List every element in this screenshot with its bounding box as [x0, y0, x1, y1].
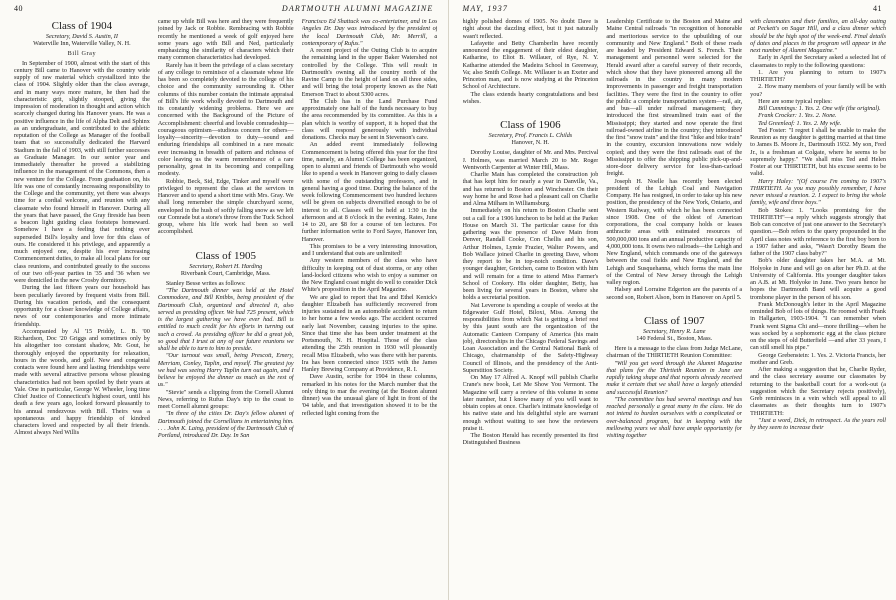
- paragraph: Any western members of the class who have difficulty in keeping out of dust storms, or any other land-locked citizens who wish to enjoy a summer on the New England coast might do well to consider Dick White's proposition in the April Magazine.: [301, 257, 438, 294]
- left-columns: [14, 18, 438, 596]
- paragraph: Immediately on his return to Boston Charlie sent out a call for a 1906 luncheon to be held at the Parker House on March 31. The particular cause for this gathering was the presence of Dave Main from Denver, Randall Cooke, Con Chellis and his son, Arthur Holmes, Lymie Frazier, Walter Powers, and Bob Wallace joined Charlie in greeting Dave, whom they report to be in top-notch condition. Dave's younger daughter, Gretchen, came to Boston with him and will remain for a time to attend Miss Farmer's School of Cookery. His older daughter, Betty, has been living for several years in Boston, where she holds a secretarial position.: [462, 207, 599, 302]
- left-page-header: [14, 4, 434, 16]
- reply-paragraph: Frank Crocker: 1. Yes. 2. None.: [758, 112, 837, 120]
- paragraph: An added event immediately following Commencement is being offered this year for the first time, namely, an Alumni College has been organized, open to alumni and friends of Dartmouth who would like to spend a week in Hanover going to daily classes with some of the outstanding professors, and in general having a good time. During the balance of the week following Commencement two hundred lectures will be given on subjects diversified enough to be of interest to all. Classes will be held at 1:30 in the afternoon and at 8 o'clock in the evening. Rates, June 14 to 20, are $8 for a course of ten lectures. For further information write to Ford Sayre, Hanover Inn, Hanover.: [301, 141, 438, 243]
- reply-paragraph: Harry Haley: "(Of course I'm coming to 1907's THIRTIETH. As you may possibly remember, I have never missed a reunion. 2. I expect to bring the whole family, wife and three boys.": [750, 177, 886, 207]
- quoted-paragraph: with classmates and their families, an all-day outing at Peckett's on Sugar Hill, and a class dinner which should be the high spot of the week-end. Final details of dates and places in the program will appear in the next number of Alumni Magazine.": [750, 18, 886, 54]
- paragraph: The class extends hearty congratulations and best wishes.: [462, 90, 599, 105]
- class-1906-secretary: Secretary, Prof. Francis L. Childs: [488, 132, 573, 139]
- paragraph: Bob's older daughter takes her M.A. at Mt. Holyoke in June and will go on after her Ph.D. at the University of California. His younger daughter takes an A.B. at Mt. Holyoke in June. Two years hence he hopes the Dartmouth Band will acquire a good trombone player in the person of his son.: [750, 257, 886, 301]
- paragraph: Here is a message to the class from Judge McLane, chairman of the THIRTIETH Reunion Committee:: [606, 345, 743, 360]
- paragraph: Nat Leverone is spending a couple of weeks at the Edgewater Gulf Hotel, Biloxi, Miss. Among the responsibilities from which Nat is getting a brief rest by this jaunt south are the organization of the Automatic Canteen Company of America (his main job), directorships in the Chicago Federal Savings and Loan Association and the Central National Bank of Chicago, chairmanship of the Safety-Highway Council of Illinois, and the presidency of the Anti-Superstition Society.: [462, 301, 599, 374]
- paragraph: highly polished domes of 1905. No doubt Dave is right about the dazzling effect, but it just naturally wasn't reflected.: [462, 18, 599, 40]
- class-1905-heading: [158, 250, 294, 277]
- quoted-paragraph: "In three of the cities Dr. Day's fellow alumni of Dartmouth joined the Cornellians in entertaining him. . . . John K. Laing, president of the Dartmouth Club of Portland, introduced Dr. Day. In San: [157, 410, 294, 440]
- right-column-1: [463, 18, 599, 596]
- right-columns: [463, 18, 887, 596]
- class-1907-secretary: Secretary, Henry R. Lane: [642, 327, 706, 335]
- paragraph: During the last fifteen years our household has been peculiarly favored by frequent visits from Bill. During his vacation periods, and the consequent opportunity for a closer knowledge of College affairs, news of our contemporaries and more intimate friendship.: [14, 284, 150, 328]
- paragraph: 1. Are you planning to return to 1907's THIRTIETH?: [750, 68, 886, 83]
- right-page: [449, 0, 896, 600]
- left-column-2: [158, 18, 294, 596]
- paragraph: After making a suggestion that he, Charlie Ryder, and the class secretary assume our classmates by returning to the basketball court for a work-out (a suggestion which the Secretary rejects positively), Greb reminisces in a vein which will appeal to all classmates as their thoughts turn to 1907's THIRTIETH:: [750, 366, 886, 417]
- quoted-paragraph: "The committee has had several meetings and has reached personally a great many in the class. We do not intend to burden ourselves with a complicated or over-balanced program, but in keeping with the mellowing years we shall have ample opportunity for visiting together: [606, 395, 743, 440]
- quoted-paragraph: "Will you get word through the Alumni Magazine that plans for the Thirtieth Reunion in June are rapidly taking shape and that reports already received make it certain that we shall have a largely attended and successful Reunion?: [606, 359, 743, 396]
- paragraph: Here are some typical replies:: [758, 97, 833, 105]
- class-1904-secretary: Secretary, David S. Austin, II: [45, 33, 118, 40]
- left-column-1: [14, 18, 150, 596]
- class-1904-title: Class of 1904: [51, 20, 113, 32]
- right-running-title: MAY, 1937: [462, 4, 509, 13]
- right-column-3: [750, 18, 886, 596]
- paragraph: Early in April the Secretary asked a selected list of classmates to reply to the following questions:: [750, 54, 886, 69]
- paragraph: Stanley Besse writes as follows:: [165, 279, 246, 287]
- paragraph: Robbie, Beck, Sid, Edge, Tinker and myself were privileged to represent the class at the services in Hanover and to spend a short time with Mrs. Gray. We shall long remember the simple churchyard scene, enveloped in the hush of softly falling snow as we left our Comrade but a stone's throw from the Tuck School group, where his life work had been so well accomplished.: [157, 177, 294, 236]
- paragraph: The Boston Herald has recently presented its first Distinguished Business: [462, 432, 599, 447]
- quoted-paragraph: "Our turnout was small, being Prescott, Emery, Merriam, Conley, Taplin, and myself. The greatest joy we had was seeing Harry Taplin turn out again, and I believe he enjoyed the dinner as much as the rest of us.": [157, 352, 294, 389]
- paragraph: George Grebenstein: 1. Yes. 2. Victoria Francis, her mother and Greb.: [750, 351, 886, 366]
- reply-paragraph: Ted Greenleaf: 1. Yes. 2. My wife.: [758, 119, 842, 127]
- left-page-number: 40: [14, 4, 23, 13]
- paragraph: "Stevie" sends a clipping from the Cornell Alumni News, referring to Rufus Day's trip to the coast to meet Cornell alumni groups:: [157, 388, 294, 411]
- class-1907-heading: [606, 315, 742, 342]
- class-1906-heading: [463, 119, 599, 146]
- class-1905-title: Class of 1905: [195, 249, 256, 262]
- paragraph: Lafayette and Betty Chamberlin have recently announced the engagement of their eldest daughter, Katharine, to Eliot B. Willauer, of Rye, N. Y. Katharine attended the Madeira School in Greenway, Va; also Smith College. Mr. Willauer is an Exeter and Princeton man, and is now studying at the Princeton School of Architecture.: [462, 39, 599, 91]
- paragraph: came up while Bill was here and they were frequently joined by Jack or Robbie. Rembracing with Robbie recently he mentioned a week of golf enjoyed here some years ago with Bill and Ned, particularly emphasizing the similarity of characters which their many common characteristics had developed.: [157, 18, 294, 62]
- right-column-2: [606, 18, 742, 596]
- obituary-heading: Bill Gray: [67, 50, 97, 58]
- paragraph: Frank McDonough's letter in the April Magazine reminded Bob of lots of things. He roomed with Frank in Hallgarten, 1903-1904. "I can remember when Frank went Sigma Chi and—more thrilling—when he was socked by a sophomoric egg at the class picture on the steps of old Butterfield —and after 33 years, I can still smell his pipe.": [750, 300, 886, 352]
- paragraph: Ted Foster: "I regret I shall be unable to make the Reunion as my daughter is getting married at that time to James B. Moore Jr., Dartmouth 1932. My son, Fred Jr., is a freshman at Colgate, where he seems to be supremely happy." "We shall miss Ted and Helen Foster at our THIRTIETH, but his excuse seems to be valid.: [750, 126, 886, 178]
- paragraph: On May 17 Alfred A. Knopf will publish Charlie Crane's new book, Let Me Show You Vermont. The Magazine will carry a review of this volume in some later number, but I know many of you will want to obtain copies at once. Charlie's intimate knowledge of his native state and his delightful style are warrant enough without waiting to see how the reviewers praise it.: [462, 374, 599, 432]
- paragraph: 2. How many members of your family will be with you?: [750, 83, 886, 98]
- paragraph: Bob Stokes: 1. "Looks promising for the THIRTIETH"—a reply which suggests strongly that Bob can conceive of just one answer to the Secretary's question.—Bob refers to the query propounded in the April class notes with reference to the first boy born to a 1907 father and asks, "Wasn't Dorothy Beam the father of the 1907 class baby?": [750, 206, 886, 257]
- paragraph: Accompanied by Al '15 Priddy, L. B. '00 Richardson, Doc '20 Griggs and sometimes only by his altogether too constant shadow, Mr. Gout, he thoroughly enjoyed the opportunity for relaxation, hours in the woods, and golf. New and congenial contacts were found here and lasting friendships were made with several attractive persons whose pleasing characteristics had not been spoiled by their years at Yale. One in particular, George W. Wheeler, long time Chief Justice of Connecticut's highest court, until his death a few years ago, looked forward pleasantly to his annual rendezvous with Bill. Theirs was a spontaneous and happy friendship of kindred characters loved and respected by all their friends. Almost always Ned Willis: [14, 327, 150, 437]
- paragraph: Charlie Main has completed the construction job that has kept him for nearly a year in Danville, Va., and has returned to Boston and Winchester. On their way home he and Rose had a pleasant call on Charlie and Alma Milham in Williamsburg.: [462, 171, 599, 208]
- class-1905-secretary: Secretary, Robert H. Harding: [189, 262, 263, 270]
- paragraph: This promises to be a very interesting innovation, and I understand that outs are unlimited!: [301, 242, 438, 257]
- class-1905-address: Riverbank Court, Cambridge, Mass.: [180, 269, 271, 277]
- paragraph: A recent project of the Outing Club is to acquire the remaining land in the upper Baker Watershed not controlled by the College. This will result in Dartmouth's owning all the country north of the Ravine Camp to the height of land on all three sides, and will bring the total property known as the Natt Emerson Tract to about 5300 acres.: [301, 47, 438, 98]
- left-column-3: [302, 18, 438, 596]
- paragraph: We are glad to report that Ira and Ethel Kenick's daughter Elizabeth has sufficiently recovered from injuries sustained in an automobile accident to return to her home a few weeks ago. The accident occurred early last November, causing injuries to the spine. Since that time she has been under treatment at the Portsmouth, N. H. Hospital. Those of the class attending the 25th reunion in 1930 will pleasantly recall Miss Elizabeth, who was there with her parents. Ira has been connected since 1935 with the James Hanley Brewing Company at Providence, R. I.: [301, 293, 438, 373]
- quoted-paragraph: Francisco Ed Shattuck was co-entertainer, and in Los Angeles Dr. Day was introduced by the president of the local Dartmouth Club, Mr. Merrill, a contemporary of Rufus.": [301, 18, 438, 47]
- class-1906-address: Hanover, N. H.: [511, 139, 550, 147]
- right-page-header: [463, 4, 883, 16]
- paragraph: Dorothy Louise, daughter of Mr. and Mrs. Percival J. Holmes, was married March 20 to Mr. Roger Wentworth Carpenter at Winter Hill, Mass.: [462, 149, 599, 171]
- class-1904-heading: [14, 20, 150, 47]
- paragraph: Rarely has it been the privilege of a class secretary of any college to reminisce of a classmate whose life has been so completely devoted to the college of his choice and the community surrounding it. Other columns of this number contain the intimate appraisal of Bill's life work wholly devoted to Dartmouth and its constantly widening problems. Here we are concerned with the Background of the Picture of Accomplishment: cheerful and lovable comradeship—courageous optimism—studious concern for others—loyalty—sincerity—devotion to duty—sound and enduring friendships all combined in a rare mosaic ever increasing in breadth of pattern and richness of color leaving us the warm remembrance of a rare personality, great in its becoming and compelling modesty.: [157, 61, 294, 178]
- paragraph: Joseph H. Noelle has recently been elected president of the Lehigh Coal and Navigation Company. He has resigned, in order to take up his new position, the presidency of the New York, Ontario, and Western Railway, with which he has been connected since 1908. One of the oldest of American corporations, the coal company holds or leases anthracite areas with estimated resources of 500,000,000 tons and an annual productive capacity of 4,000,000 tons. It owns two railroads—the Lehigh and New England, which commands one of the gateways between the coal fields and New England, and the Lehigh and Susquehanna, which forms the main line of the Central of New Jersey through the Lehigh valley region.: [606, 177, 743, 286]
- paragraph: Halsey and Lorraine Edgerton are the parents of a second son, Robert Alson, born in Hanover on April 5.: [606, 286, 743, 301]
- class-1907-address: 140 Federal St., Boston, Mass.: [636, 334, 713, 342]
- paragraph: Dave Austin, scribe for 1904 in these columns, remarked in his notes for the March number that the only thing to mar the evening (at the Boston alumni dinner) was the unusual glare of light in front of the '04 table, and that investigation showed it to be the reflected light coming from the: [301, 373, 438, 417]
- paragraph: In September of 1900, almost with the start of this century Bill came to Hanover with the country wide supply of raw material which crystallized into the class of 1904. Slightly older than the class average, and in many ways more mature, he then had the characteristic grit, slightly stooped, giving the impression of moderation in thought and action which scarcely changed during his Hanover years. He was a positive influence in the life of Alpha Delt and Sphinx as an undergraduate, and contributed to the athletic reputation of the College as Manager of the football team that so successfully dedicated the Harvard Stadium in the fall of 1903, with still further successes as Graduate Manager. In our senior year and immediately thereafter he proved a stabilizing influence in the management of the Commons, then a new venture for the College. From graduation on, his life was one of constantly increasing responsibility to the College and the community, yet there was always time for a cordial welcome, and reunion with any classmate who found himself in Hanover. During all the years that have passed, the Gray fireside has been a beacon light guiding class footsteps homeward. Somehow I have a feeling that nothing ever superseded Bill's loyalty and love for this class of ours. He considered it his privilege, and apparently a much enjoyed one, despite his ever increasing Commencement duties, to make all local plans for our class reunions, and contributed greatly to the success of our two off-year parties in '35 and '36 when we were domiciled in the new Crosby dormitory.: [14, 59, 150, 285]
- right-page-number: 41: [873, 4, 882, 13]
- class-1906-title: Class of 1906: [500, 119, 561, 131]
- left-running-title: DARTMOUTH ALUMNI MAGAZINE: [281, 4, 434, 13]
- reply-paragraph: Bill Cummings: 1. Yes. 2. One wife (the original).: [758, 105, 881, 112]
- class-1904-address: Waterville Inn, Waterville Valley, N. H.: [33, 40, 131, 48]
- quoted-paragraph: "Just a word, Dick, in retrospect. As the years roll by they seem to increase their: [750, 416, 886, 431]
- class-1907-title: Class of 1907: [643, 314, 705, 327]
- paragraph: Leadership Certificate to the Boston and Maine and Maine Central railroads "in recognition of honorable and meritorious service to the upbuilding of our community and New England." Both of these roads are headed by President Edward S. French. Their management and personnel were selected for the Herald award after a careful survey of their records, which show that they have pioneered among all the railroads in the country in many modern improvements in passenger and freight transportation facilities. They were the first in the country to offer the public a complete transportation system—rail, air, and bus—all under railroad management; they introduced the first streamlined train east of the Mississippi; they started and now operate the first railroad-owned airline in the country; they introduced the first "snow train" and the first "hike and bike train" in the country, excursion innovations now widely copied; and they were the first railroads east of the Mississippi to offer the shipping public pick-up-and-store-door delivery service for less-than-carload freight.: [606, 18, 743, 178]
- quoted-paragraph: "The Dartmouth dinner was held at the Hotel Commodore, and Bill Knibbs, being president of the Dartmouth Club, organized and directed it, also served as presiding officer. We had 725 present, which is the largest gathering we have ever had. Bill is entitled to much credit for his efforts in turning out such a crowd. As presiding officer he did a great job, so good that I trust at any of our future reunions we shall be able to turn to him to preside.: [157, 287, 294, 353]
- paragraph: The Club has in the Land Purchase Fund approximately one half of the funds necessary to buy the area recommended by its committee. As this is a plan which is worthy of support, it is hoped that the class will respond generously with individual donations. Checks may be sent in Stevenson's care.: [301, 97, 438, 141]
